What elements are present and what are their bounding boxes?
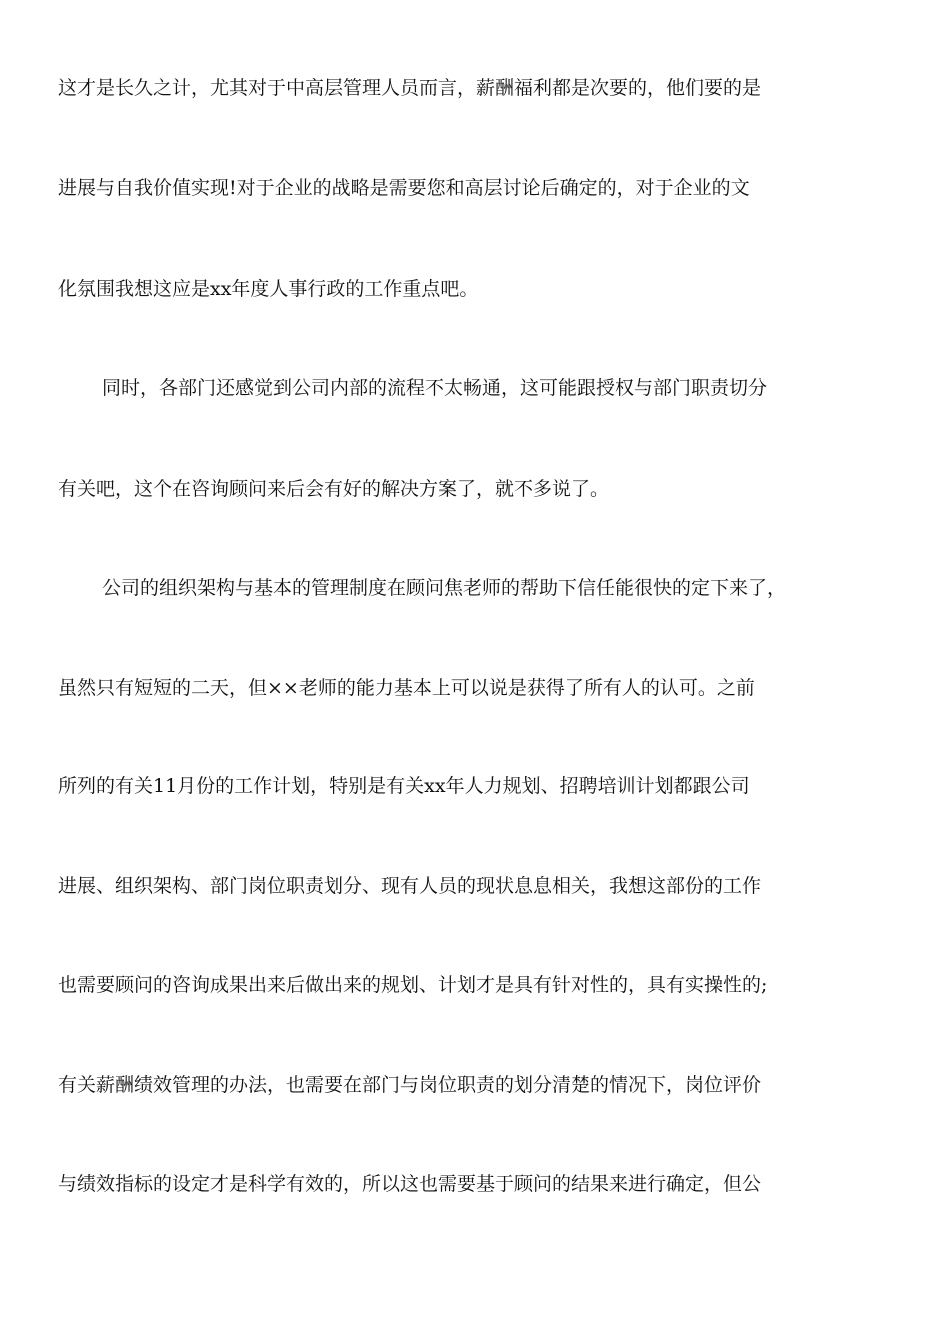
paragraph-line: 有关薪酬绩效管理的办法，也需要在部门与岗位职责的划分清楚的情况下，岗位评价	[58, 1074, 762, 1096]
paragraph-line: 同时，各部门还感觉到公司内部的流程不太畅通，这可能跟授权与部门职责切分	[102, 377, 768, 399]
paragraph-line: 与绩效指标的设定才是科学有效的，所以这也需要基于顾问的结果来进行确定，但公	[58, 1173, 762, 1195]
paragraph-line: 所列的有关11月份的工作计划，特别是有关xx年人力规划、招聘培训计划都跟公司	[58, 775, 750, 797]
paragraph-line: 进展、组织架构、部门岗位职责划分、现有人员的现状息息相关，我想这部份的工作	[58, 875, 762, 897]
paragraph-line: 虽然只有短短的二天，但××老师的能力基本上可以说是获得了所有人的认可。之前	[58, 677, 755, 699]
paragraph-line: 有关吧，这个在咨询顾问来后会有好的解决方案了，就不多说了。	[58, 478, 610, 500]
paragraph-line: 这才是长久之计，尤其对于中高层管理人员而言，薪酬福利都是次要的，他们要的是	[58, 77, 762, 99]
paragraph-line: 进展与自我价值实现!对于企业的战略是需要您和高层讨论后确定的，对于企业的文	[58, 177, 750, 199]
paragraph-line: 公司的组织架构与基本的管理制度在顾问焦老师的帮助下信任能很快的定下来了，	[102, 577, 787, 599]
paragraph-line: 化氛围我想这应是xx年度人事行政的工作重点吧。	[58, 278, 479, 300]
paragraph-line: 也需要顾问的咨询成果出来后做出来的规划、计划才是具有针对性的，具有实操性的;	[58, 974, 768, 996]
